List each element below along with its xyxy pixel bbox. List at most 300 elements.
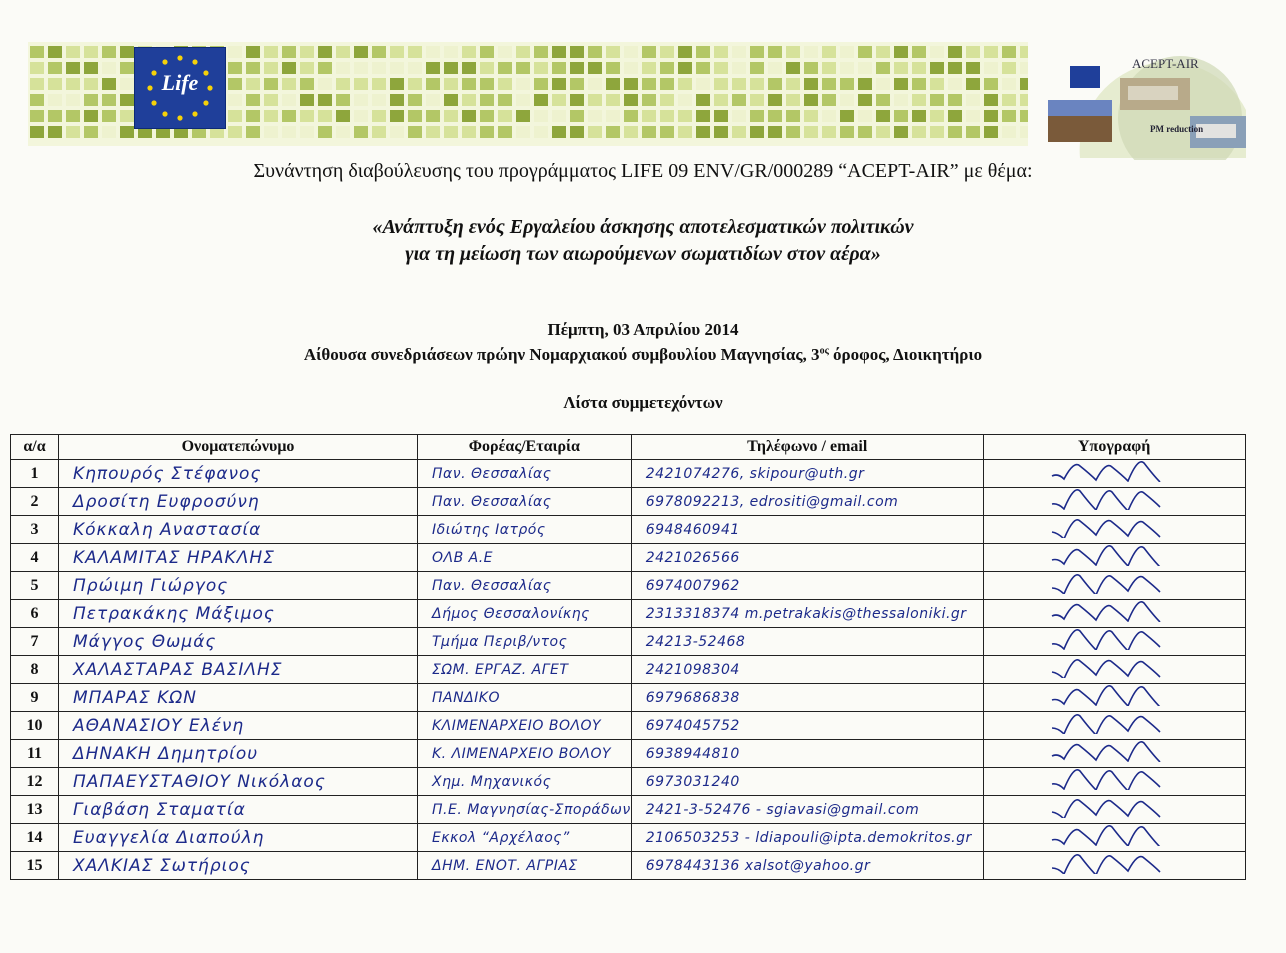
participant-organization: Παν. Θεσσαλίας <box>418 572 632 600</box>
banner-tile <box>714 126 728 138</box>
banner-tile <box>732 46 746 58</box>
handwritten-signature-icon <box>1044 796 1184 818</box>
banner-tile <box>480 62 494 74</box>
banner-tile <box>282 94 296 106</box>
banner-tile <box>408 78 422 90</box>
banner-tile <box>390 110 404 122</box>
banner-tile <box>732 78 746 90</box>
participant-name: Μάγγος Θωμάς <box>59 628 418 656</box>
participant-organization: Τμήμα Περιβ/ντος <box>418 628 632 656</box>
banner-tile <box>516 46 530 58</box>
banner-tile <box>786 62 800 74</box>
venue-text-end: όροφος, Διοικητήριο <box>828 345 983 364</box>
banner-tile <box>228 46 242 58</box>
banner-tile <box>246 46 260 58</box>
banner-tile <box>624 46 638 58</box>
banner-tile <box>1020 94 1028 106</box>
banner-tile <box>318 78 332 90</box>
banner-tile <box>876 46 890 58</box>
banner-tile <box>66 46 80 58</box>
banner-tile <box>984 46 998 58</box>
participant-signature <box>983 628 1245 656</box>
banner-tile <box>354 46 368 58</box>
banner-tile <box>462 126 476 138</box>
banner-tile <box>408 110 422 122</box>
banner-tile <box>948 94 962 106</box>
handwritten-signature-icon <box>1044 768 1184 790</box>
banner-tile <box>102 126 116 138</box>
banner-tile <box>120 126 134 138</box>
banner-tile <box>372 110 386 122</box>
participant-contact: 6978092213, edrositi@gmail.com <box>631 488 983 516</box>
banner-tile <box>84 46 98 58</box>
banner-tile <box>894 78 908 90</box>
banner-tile <box>336 62 350 74</box>
participant-contact: 6978443136 xalsot@yahoo.gr <box>631 852 983 880</box>
participant-signature <box>983 572 1245 600</box>
banner-tile <box>246 94 260 106</box>
banner-tile <box>462 110 476 122</box>
handwritten-signature-icon <box>1044 824 1184 846</box>
banner-tile <box>516 110 530 122</box>
banner-tile <box>696 94 710 106</box>
banner-tile <box>390 94 404 106</box>
banner-tile <box>534 78 548 90</box>
table-row <box>11 740 1246 768</box>
venue-floor-suffix: ος <box>819 345 829 357</box>
banner-tile <box>948 110 962 122</box>
banner-tile <box>714 110 728 122</box>
table-row <box>11 852 1246 880</box>
banner-tile <box>336 126 350 138</box>
participant-signature <box>983 460 1245 488</box>
handwritten-signature-icon <box>1044 740 1184 762</box>
topic-title-line-1: «Ανάπτυξη ενός Εργαλείου άσκησης αποτελεσματικών πολιτικών <box>372 216 914 238</box>
banner-tile <box>732 126 746 138</box>
participants-table <box>10 434 1246 880</box>
banner-tile <box>822 94 836 106</box>
banner-tile <box>948 62 962 74</box>
table-row <box>11 712 1246 740</box>
banner-tile <box>642 78 656 90</box>
row-index: 10 <box>11 712 59 740</box>
banner-tile <box>1002 126 1016 138</box>
participant-organization: Παν. Θεσσαλίας <box>418 460 632 488</box>
banner-tile <box>66 126 80 138</box>
banner-tile <box>606 126 620 138</box>
banner-tile <box>858 126 872 138</box>
eu-life-logo <box>134 47 226 129</box>
participant-name: ΜΠΑΡΑΣ ΚΩΝ <box>59 684 418 712</box>
banner-tile <box>318 62 332 74</box>
banner-tile <box>102 62 116 74</box>
banner-tile <box>48 46 62 58</box>
row-index: 12 <box>11 768 59 796</box>
banner-tile <box>714 62 728 74</box>
banner-tile <box>480 110 494 122</box>
column-header-index: α/α <box>11 435 59 460</box>
banner-tile <box>786 110 800 122</box>
banner-tile <box>912 62 926 74</box>
banner-tile <box>444 78 458 90</box>
banner-tile <box>768 62 782 74</box>
row-index: 2 <box>11 488 59 516</box>
banner-tile <box>300 126 314 138</box>
banner-tile <box>264 94 278 106</box>
participant-contact: 2421074276, skipour@uth.gr <box>631 460 983 488</box>
eu-star-icon <box>192 59 197 64</box>
banner-tile <box>228 110 242 122</box>
venue-text: Αίθουσα συνεδριάσεων πρώην Νομαρχιακού συμβουλίου Μαγνησίας, 3 <box>303 345 820 364</box>
banner-tile <box>750 94 764 106</box>
banner-tile <box>228 126 242 138</box>
participant-name: Κηπουρός Στέφανος <box>59 460 418 488</box>
banner-tile <box>282 46 296 58</box>
participant-name: Δροσίτη Ευφροσύνη <box>59 488 418 516</box>
banner-tile <box>930 126 944 138</box>
banner-tile <box>408 126 422 138</box>
banner-tile <box>840 126 854 138</box>
banner-tile <box>570 62 584 74</box>
participant-signature <box>983 852 1245 880</box>
row-index: 8 <box>11 656 59 684</box>
eu-star-icon <box>177 115 182 120</box>
banner-tile <box>390 62 404 74</box>
participant-name: ΑΘΑΝΑΣΙΟΥ Ελένη <box>59 712 418 740</box>
participant-contact: 2421098304 <box>631 656 983 684</box>
banner-tile <box>840 46 854 58</box>
banner-tile <box>966 78 980 90</box>
participant-signature <box>983 656 1245 684</box>
banner-tile <box>300 62 314 74</box>
banner-tile <box>624 62 638 74</box>
participant-name: Ευαγγελία Διαπούλη <box>59 824 418 852</box>
banner-tile <box>930 78 944 90</box>
banner-tile <box>48 110 62 122</box>
banner-tile <box>336 78 350 90</box>
banner-tile <box>372 46 386 58</box>
handwritten-signature-icon <box>1044 712 1184 734</box>
banner-tile <box>462 94 476 106</box>
banner-tile <box>858 110 872 122</box>
banner-tile <box>498 46 512 58</box>
participant-name: ΔΗΝΑΚΗ Δημητρίου <box>59 740 418 768</box>
banner-tile <box>1020 110 1028 122</box>
banner-tile <box>678 110 692 122</box>
banner-tile <box>444 46 458 58</box>
eu-star-icon <box>203 100 208 105</box>
banner-tile <box>678 78 692 90</box>
participant-organization: ΚΛΙΜΕΝΑΡΧΕΙΟ ΒΟΛΟΥ <box>418 712 632 740</box>
banner-tile <box>1002 94 1016 106</box>
banner-tile <box>894 46 908 58</box>
banner-tile <box>498 110 512 122</box>
participant-contact: 6979686838 <box>631 684 983 712</box>
banner-tile <box>606 62 620 74</box>
banner-tile <box>408 62 422 74</box>
acept-air-logo <box>1040 50 1250 160</box>
participant-name: ΠΑΠΑΕΥΣΤΑΘΙΟΥ Νικόλαος <box>59 768 418 796</box>
banner-tile <box>786 94 800 106</box>
banner-tile <box>66 94 80 106</box>
banner-tile <box>372 94 386 106</box>
banner-tile <box>516 78 530 90</box>
banner-tile <box>894 110 908 122</box>
banner-tile <box>750 110 764 122</box>
participant-name: Πετρακάκης Μάξιμος <box>59 600 418 628</box>
row-index: 5 <box>11 572 59 600</box>
banner-tile <box>282 78 296 90</box>
banner-tile <box>102 110 116 122</box>
banner-tile <box>264 126 278 138</box>
banner-tile <box>444 110 458 122</box>
handwritten-signature-icon <box>1044 544 1184 566</box>
table-row <box>11 460 1246 488</box>
banner-tile <box>858 78 872 90</box>
banner-tile <box>264 110 278 122</box>
participant-contact: 6974007962 <box>631 572 983 600</box>
banner-tile <box>534 94 548 106</box>
banner-tile <box>606 78 620 90</box>
banner-tile <box>390 126 404 138</box>
banner-tile <box>660 110 674 122</box>
eu-star-icon <box>162 111 167 116</box>
banner-tile <box>606 94 620 106</box>
banner-tile <box>336 94 350 106</box>
table-row <box>11 628 1246 656</box>
banner-tile <box>714 78 728 90</box>
banner-tile <box>966 62 980 74</box>
row-index: 7 <box>11 628 59 656</box>
eu-star-icon <box>162 59 167 64</box>
participant-contact: 24213-52468 <box>631 628 983 656</box>
banner-tile <box>912 46 926 58</box>
topic-title-line-2: για τη μείωση των αιωρούμενων σωματιδίων στον αέρα» <box>405 243 881 265</box>
banner-tile <box>768 94 782 106</box>
banner-tile <box>390 46 404 58</box>
banner-tile <box>354 94 368 106</box>
banner-tile <box>30 62 44 74</box>
row-index: 9 <box>11 684 59 712</box>
banner-tile <box>696 78 710 90</box>
handwritten-signature-icon <box>1044 516 1184 538</box>
banner-tile <box>282 126 296 138</box>
banner-tile <box>390 78 404 90</box>
participants-list-title: Λίστα συμμετεχόντων <box>563 393 723 412</box>
banner-tile <box>372 126 386 138</box>
row-index: 15 <box>11 852 59 880</box>
banner-tile <box>120 46 134 58</box>
participant-organization: Δήμος Θεσσαλονίκης <box>418 600 632 628</box>
banner-tile <box>894 126 908 138</box>
handwritten-signature-icon <box>1044 460 1184 482</box>
banner-tile <box>714 94 728 106</box>
banner-tile <box>534 62 548 74</box>
banner-tile <box>822 46 836 58</box>
banner-tile <box>822 62 836 74</box>
banner-tile <box>516 94 530 106</box>
row-index: 11 <box>11 740 59 768</box>
banner-tile <box>876 126 890 138</box>
acept-air-logo-title: ACEPT-AIR <box>1132 56 1199 71</box>
banner-tile <box>840 62 854 74</box>
banner-tile <box>696 126 710 138</box>
participant-name: Κόκκαλη Αναστασία <box>59 516 418 544</box>
banner-tile <box>966 94 980 106</box>
banner-tile <box>966 126 980 138</box>
banner-tile <box>552 110 566 122</box>
participant-contact: 2313318374 m.petrakakis@thessaloniki.gr <box>631 600 983 628</box>
banner-tile <box>786 78 800 90</box>
banner-tile <box>120 62 134 74</box>
banner-tile <box>984 126 998 138</box>
banner-tile <box>732 110 746 122</box>
banner-tile <box>642 62 656 74</box>
banner-tile <box>552 46 566 58</box>
banner-tile <box>102 94 116 106</box>
banner-tile <box>84 110 98 122</box>
banner-tile <box>1002 62 1016 74</box>
table-row <box>11 824 1246 852</box>
banner-tile <box>606 46 620 58</box>
banner-tile <box>642 126 656 138</box>
participant-organization: ΠΑΝΔΙΚΟ <box>418 684 632 712</box>
banner-tile <box>408 94 422 106</box>
banner-tile <box>30 94 44 106</box>
banner-tile <box>768 110 782 122</box>
banner-tile <box>984 62 998 74</box>
banner-tile <box>948 46 962 58</box>
banner-tile <box>498 62 512 74</box>
banner-tile <box>336 110 350 122</box>
banner-tile <box>930 110 944 122</box>
participant-contact: 6974045752 <box>631 712 983 740</box>
table-row <box>11 488 1246 516</box>
banner-tile <box>750 46 764 58</box>
participant-name: ΚΑΛΑΜΙΤΑΣ ΗΡΑΚΛΗΣ <box>59 544 418 572</box>
banner-tile <box>66 110 80 122</box>
banner-tile <box>588 46 602 58</box>
row-index: 1 <box>11 460 59 488</box>
banner-tile <box>552 126 566 138</box>
participant-name: ΧΑΛΑΣΤΑΡΑΣ ΒΑΣΙΛΗΣ <box>59 656 418 684</box>
participant-contact: 6938944810 <box>631 740 983 768</box>
participant-contact: 2106503253 - ldiapouli@ipta.demokritos.gr <box>631 824 983 852</box>
banner-tile <box>966 46 980 58</box>
banner-tile <box>624 94 638 106</box>
banner-tile <box>984 78 998 90</box>
banner-tile <box>426 62 440 74</box>
banner-tile <box>480 126 494 138</box>
banner-tile <box>318 126 332 138</box>
banner-tile <box>48 94 62 106</box>
handwritten-signature-icon <box>1044 600 1184 622</box>
participant-organization: Ιδιώτης Ιατρός <box>418 516 632 544</box>
banner-tile <box>30 110 44 122</box>
banner-tile <box>894 62 908 74</box>
banner-tile <box>588 126 602 138</box>
banner-tile <box>462 62 476 74</box>
banner-tile <box>804 62 818 74</box>
banner-tile <box>876 110 890 122</box>
banner-tile <box>102 46 116 58</box>
banner-tile <box>30 78 44 90</box>
banner-tile <box>804 94 818 106</box>
banner-tile <box>570 110 584 122</box>
banner-tile <box>768 46 782 58</box>
banner-tile <box>678 46 692 58</box>
participant-signature <box>983 684 1245 712</box>
table-header-row <box>11 435 1246 460</box>
participant-name: Πρώιμη Γιώργος <box>59 572 418 600</box>
banner-tile <box>480 94 494 106</box>
banner-tile <box>912 110 926 122</box>
banner-tile <box>678 94 692 106</box>
banner-tile <box>318 46 332 58</box>
banner-tile <box>408 46 422 58</box>
banner-tile <box>930 46 944 58</box>
banner-tile <box>462 46 476 58</box>
banner-tile <box>894 94 908 106</box>
banner-tile <box>984 94 998 106</box>
banner-tile <box>678 62 692 74</box>
participant-organization: Π.Ε. Μαγνησίας-Σποράδων <box>418 796 632 824</box>
participant-signature <box>983 712 1245 740</box>
banner-tile <box>300 78 314 90</box>
banner-tile <box>30 46 44 58</box>
participant-signature <box>983 796 1245 824</box>
participant-organization: ΣΩΜ. ΕΡΓΑΖ. ΑΓΕΤ <box>418 656 632 684</box>
column-header-name: Ονοματεπώνυμο <box>59 435 418 460</box>
banner-tile <box>444 62 458 74</box>
banner-tile <box>750 126 764 138</box>
banner-tile <box>804 46 818 58</box>
banner-tile <box>588 110 602 122</box>
participant-organization: Παν. Θεσσαλίας <box>418 488 632 516</box>
banner-tile <box>552 78 566 90</box>
banner-tile <box>876 94 890 106</box>
banner-tile <box>732 62 746 74</box>
table-row <box>11 656 1246 684</box>
participant-signature <box>983 488 1245 516</box>
handwritten-signature-icon <box>1044 572 1184 594</box>
banner-tile <box>750 62 764 74</box>
participant-signature <box>983 516 1245 544</box>
banner-tile <box>282 110 296 122</box>
banner-tile <box>822 78 836 90</box>
row-index: 13 <box>11 796 59 824</box>
banner-tile <box>1002 78 1016 90</box>
banner-tile <box>228 62 242 74</box>
banner-tile <box>912 78 926 90</box>
handwritten-signature-icon <box>1044 488 1184 510</box>
banner-tile <box>426 110 440 122</box>
banner-tile <box>714 46 728 58</box>
banner-tile <box>498 126 512 138</box>
handwritten-signature-icon <box>1044 628 1184 650</box>
banner-tile <box>750 78 764 90</box>
banner-tile <box>534 46 548 58</box>
participant-signature <box>983 600 1245 628</box>
banner-tile <box>48 62 62 74</box>
life-logo-text: Life <box>161 70 199 95</box>
banner-tile <box>858 62 872 74</box>
banner-tile <box>372 62 386 74</box>
banner-tile <box>1002 46 1016 58</box>
banner-tile <box>354 110 368 122</box>
meeting-date: Πέμπτη, 03 Απριλίου 2014 <box>547 320 739 339</box>
banner-tile <box>372 78 386 90</box>
